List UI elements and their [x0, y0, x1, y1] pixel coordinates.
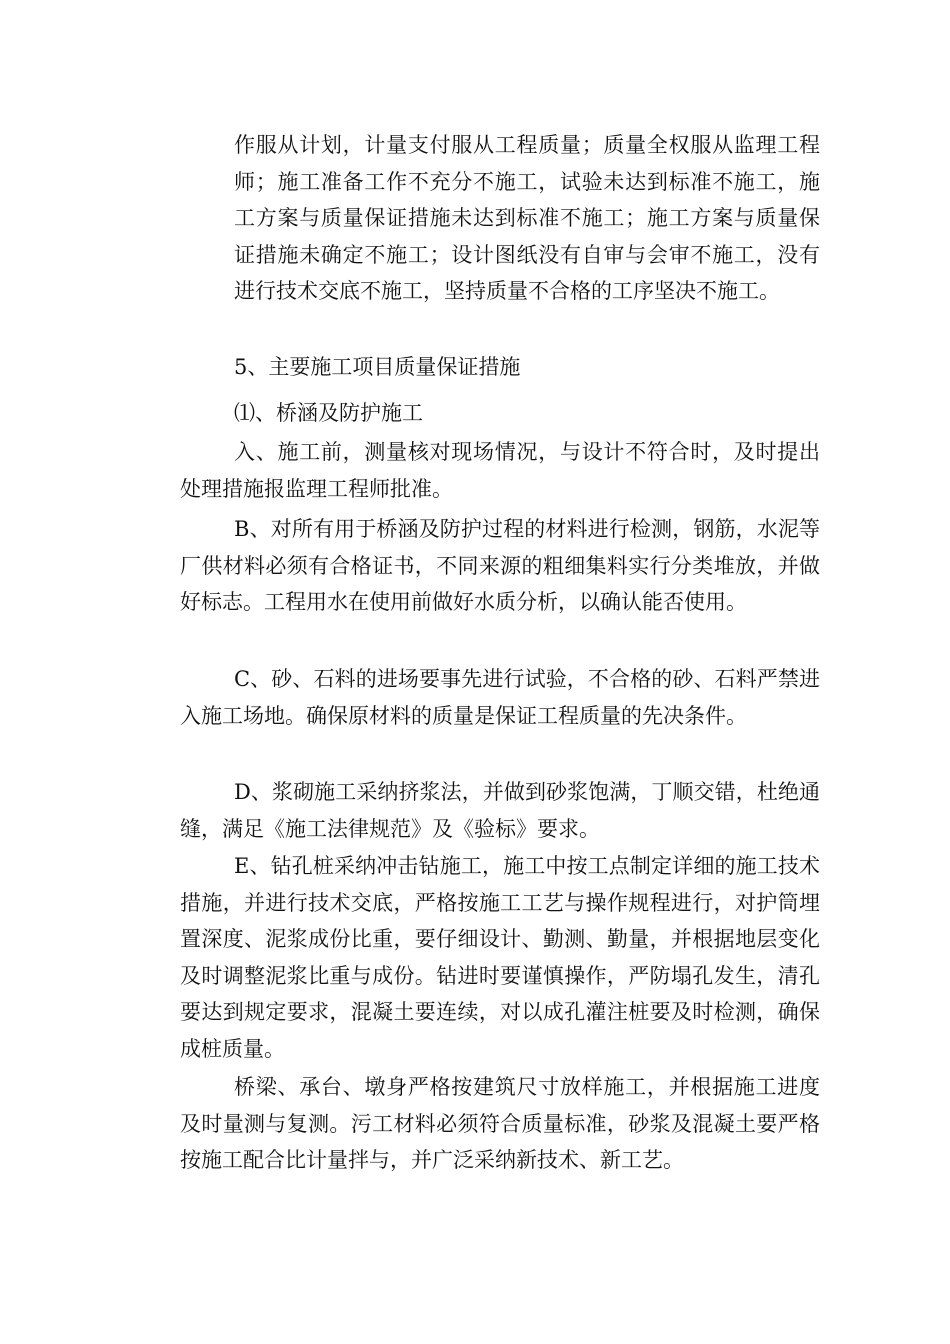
- paragraph-d: D、浆砌施工采纳挤浆法，并做到砂浆饱满，丁顺交错，杜绝通缝，满足《施工法律规范》及《验标》要求。: [180, 780, 820, 841]
- paragraph-a: 入、施工前，测量核对现场情况，与设计不符合时，及时提出处理措施报监理工程师批准。: [180, 440, 820, 501]
- section-heading-5: 5、主要施工项目质量保证措施: [234, 355, 521, 379]
- paragraph-f: 桥梁、承台、墩身严格按建筑尺寸放样施工，并根据施工进度及时量测与复测。污工材料必须符合质量标准，砂浆及混凝土要严格按施工配合比计量拌与，并广泛采纳新技术、新工艺。: [180, 1075, 820, 1173]
- paragraph-e: E、钻孔桩采纳冲击钻施工，施工中按工点制定详细的施工技术措施，并进行技术交底，严格按施工工艺与操作规程进行，对护筒埋置深度、泥浆成份比重，要仔细设计、勤测、勤量，并根据地层变化及时调整泥浆比重与成份。钻进时要谨慎操作，严防塌孔发生，清孔要达到规定要求，混凝土要连续，对以成孔灌注桩要及时检测，确保成桩质量。: [180, 854, 820, 1061]
- paragraph-b: B、对所有用于桥涵及防护过程的材料进行检测，钢筋，水泥等厂供材料必须有合格证书，不同来源的粗细集料实行分类堆放，并做好标志。工程用水在使用前做好水质分析，以确认能否使用。: [180, 517, 820, 615]
- paragraph-c: C、砂、石料的进场要事先进行试验，不合格的砂、石料严禁进入施工场地。确保原材料的质量是保证工程质量的先决条件。: [180, 667, 820, 728]
- subsection-heading-1: ⑴、桥涵及防护施工: [234, 401, 423, 425]
- paragraph-continued: 作服从计划，计量支付服从工程质量；质量全权服从监理工程师；施工准备工作不充分不施工，试验未达到标准不施工，施工方案与质量保证措施未达到标准不施工；施工方案与质量保证措施未确定不施工；设计图纸没有自审与会审不施工，没有进行技术交底不施工，坚持质量不合格的工序坚决不施工。: [234, 133, 820, 304]
